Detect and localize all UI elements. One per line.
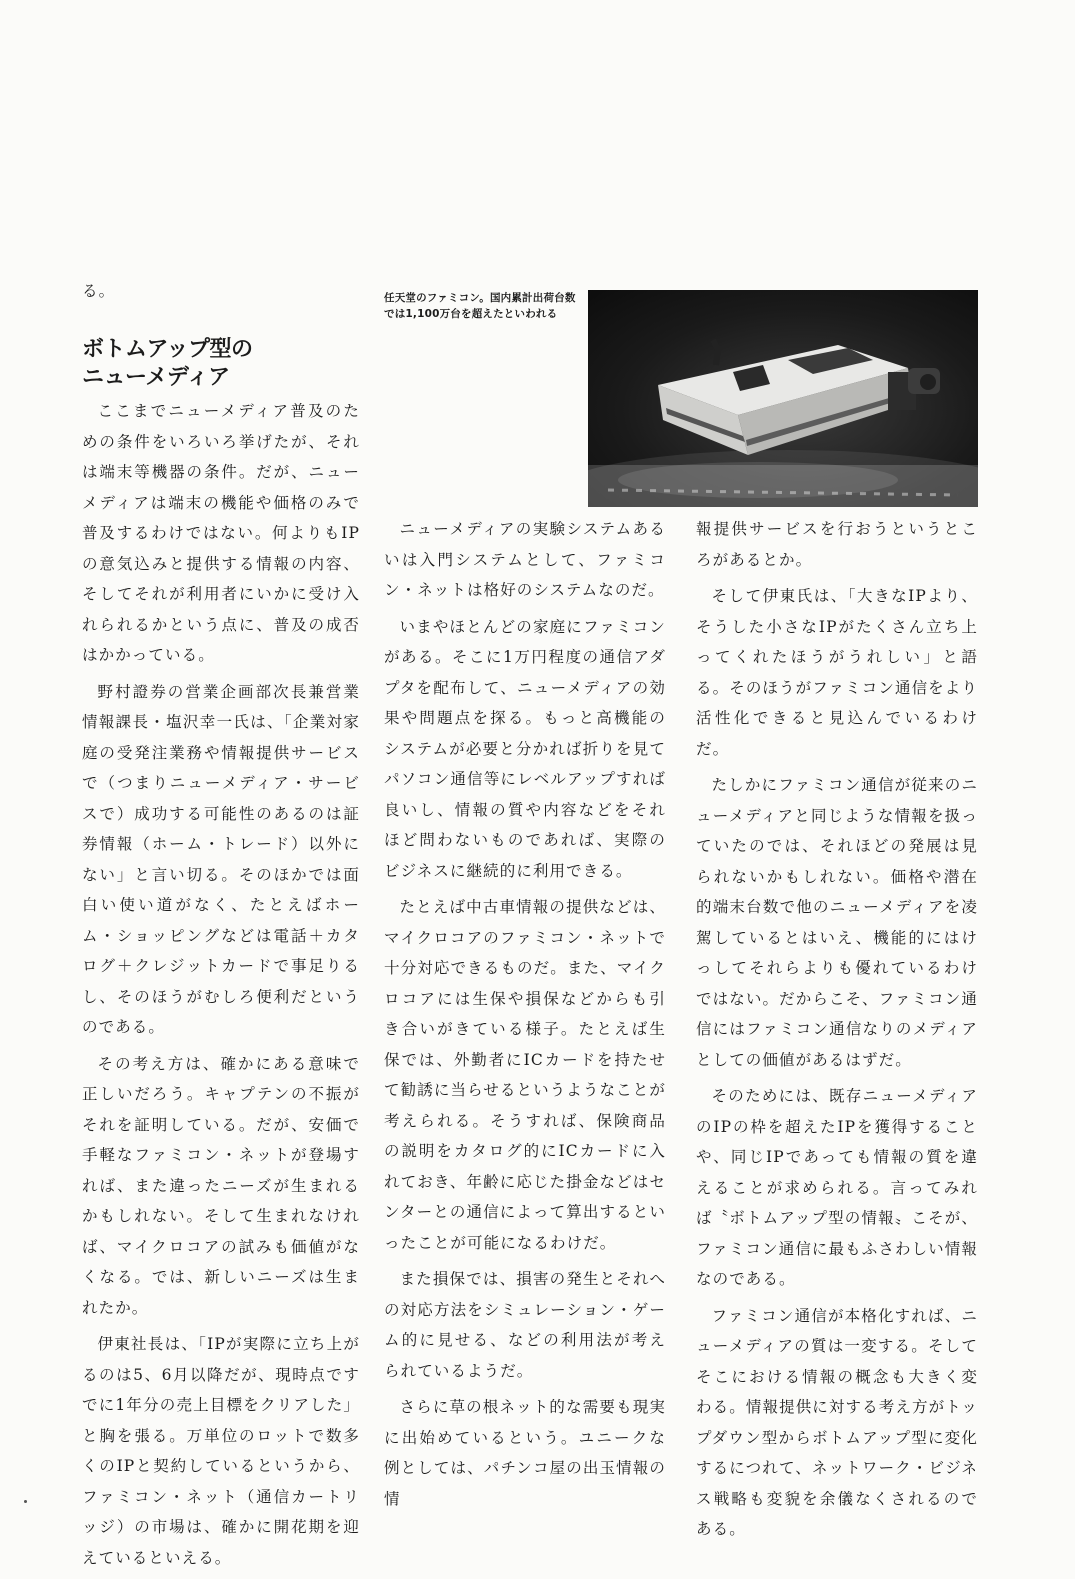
heading-line-2: ニューメディア [82, 365, 230, 390]
paragraph: さらに草の根ネット的な需要も現実に出始めているという。ユニークな例としては、パチンコ屋の出玉情報の情 [384, 1398, 666, 1508]
paragraph: また損保では、損害の発生とそれへの対応方法をシミュレーション・ゲーム的に見せる、などの利用法が考えられているようだ。 [384, 1270, 666, 1380]
column-3 [696, 514, 978, 1551]
paragraph: ファミコン通信が本格化すれば、ニューメディアの質は一変する。そしてそこにおける情報の概念も大きく変わる。情報提供に対する考え方がトップダウン型からボトムアップ型に変化するにつれて、ネットワーク・ビジネス戦略も変貌を余儀なくされるのである。 [696, 1306, 978, 1538]
paragraph: 伊東社長は、「IPが実際に立ち上がるのは5、6月以降だが、現時点ですでに1年分の売上目標をクリアした」と胸を張る。万単位のロットで数多くのIPと契約しているというから、ファミコン・ネット（通信カートリッジ）の市場は、確かに開花期を迎えているといえる。 [82, 1335, 360, 1567]
photo-caption: 任天堂のファミコン。国内累計出荷台数では1,100万台を超えたといわれる [384, 292, 576, 320]
column-2 [384, 514, 666, 1520]
paragraph: その考え方は、確かにある意味で正しいだろう。キャプテンの不振がそれを証明している。だが、安価で手軽なファミコン・ネットが登場すれば、また違ったニーズが生まれるかもしれない。そして生まれなければ、マイクロコアの試みも価値がなくなる。では、新しいニーズは生まれたか。 [82, 1054, 360, 1317]
paragraph: たしかにファミコン通信が従来のニューメディアと同じような情報を扱っていたのでは、それほどの発展は見られないかもしれない。価格や潜在的端末台数で他のニューメディアを凌駕しているとはいえ、機能的にはけっしてそれらよりも優れているわけではない。だからこそ、ファミコン通信にはファミコン通信なりのメディアとしての価値があるはずだ。 [696, 776, 978, 1069]
paragraph: そして伊東氏は、「大きなIPより、そうした小さなIPがたくさん立ち上ってくれたほうがうれしい」と語る。そのほうがファミコン通信をより活性化できると見込んでいるわけだ。 [696, 587, 978, 758]
scan-speck [24, 1500, 27, 1503]
paragraph: いまやほとんどの家庭にファミコンがある。そこに1万円程度の通信アダプタを配布して、ニューメディアの効果や問題点を探る。もっと高機能のシステムが必要と分かれば折りを見てパソコン通信等にレベルアップすれば良いし、情報の質や内容などをそれほど問わないものであれば、実際のビジネスに継続的に利用できる。 [384, 617, 666, 880]
paragraph: たとえば中古車情報の提供などは、マイクロコアのファミコン・ネットで十分対応できるものだ。また、マイクロコアには生保や損保などからも引き合いがきている様子。たとえば生保では、外勤者にICカードを持たせて勧誘に当らせるというようなことが考えられる。そうすれば、保険商品の説明をカタログ的にICカードに入れておき、年齢に応じた掛金などはセンターとの通信によって算出するといったことが可能になるわけだ。 [384, 898, 666, 1252]
section-heading [82, 336, 362, 392]
lead-fragment: る。 [82, 282, 116, 300]
paragraph: そのためには、既存ニューメディアのIPの枠を超えたIPを獲得することや、同じIPであっても情報の質を違えることが求められる。言ってみれば〝ボトムアップ型の情報〟こそが、ファミコン通信に最もふさわしい情報なのである。 [696, 1087, 978, 1288]
paragraph: ここまでニューメディア普及のための条件をいろいろ挙げたが、それは端末等機器の条件。だが、ニューメディアは端末の機能や価格のみで普及するわけではない。何よりもIPの意気込みと提供する情報の内容、そしてそれが利用者にいかに受け入れられるかという点に、普及の成否はかかっている。 [82, 402, 360, 664]
paragraph: ニューメディアの実験システムあるいは入門システムとして、ファミコン・ネットは格好のシステムなのだ。 [384, 520, 666, 599]
famicom-console-illustration [588, 290, 978, 507]
paragraph: 野村證券の営業企画部次長兼営業情報課長・塩沢幸一氏は、「企業対家庭の受発注業務や情報提供サービスで（つまりニューメディア・サービスで）成功する可能性のあるのは証券情報（ホーム・トレード）以外にない」と言い切る。そのほかでは面白い使い道がなく、たとえばホーム・ショッピングなどは電話＋カタログ＋クレジットカードで事足りるし、そのほうがむしろ便利だというのである。 [82, 682, 360, 1036]
heading-line-1: ボトムアップ型の [82, 337, 253, 362]
column-1 [82, 396, 360, 1579]
paragraph: 報提供サービスを行おうというところがあるとか。 [696, 520, 978, 569]
famicom-photo [588, 290, 978, 507]
